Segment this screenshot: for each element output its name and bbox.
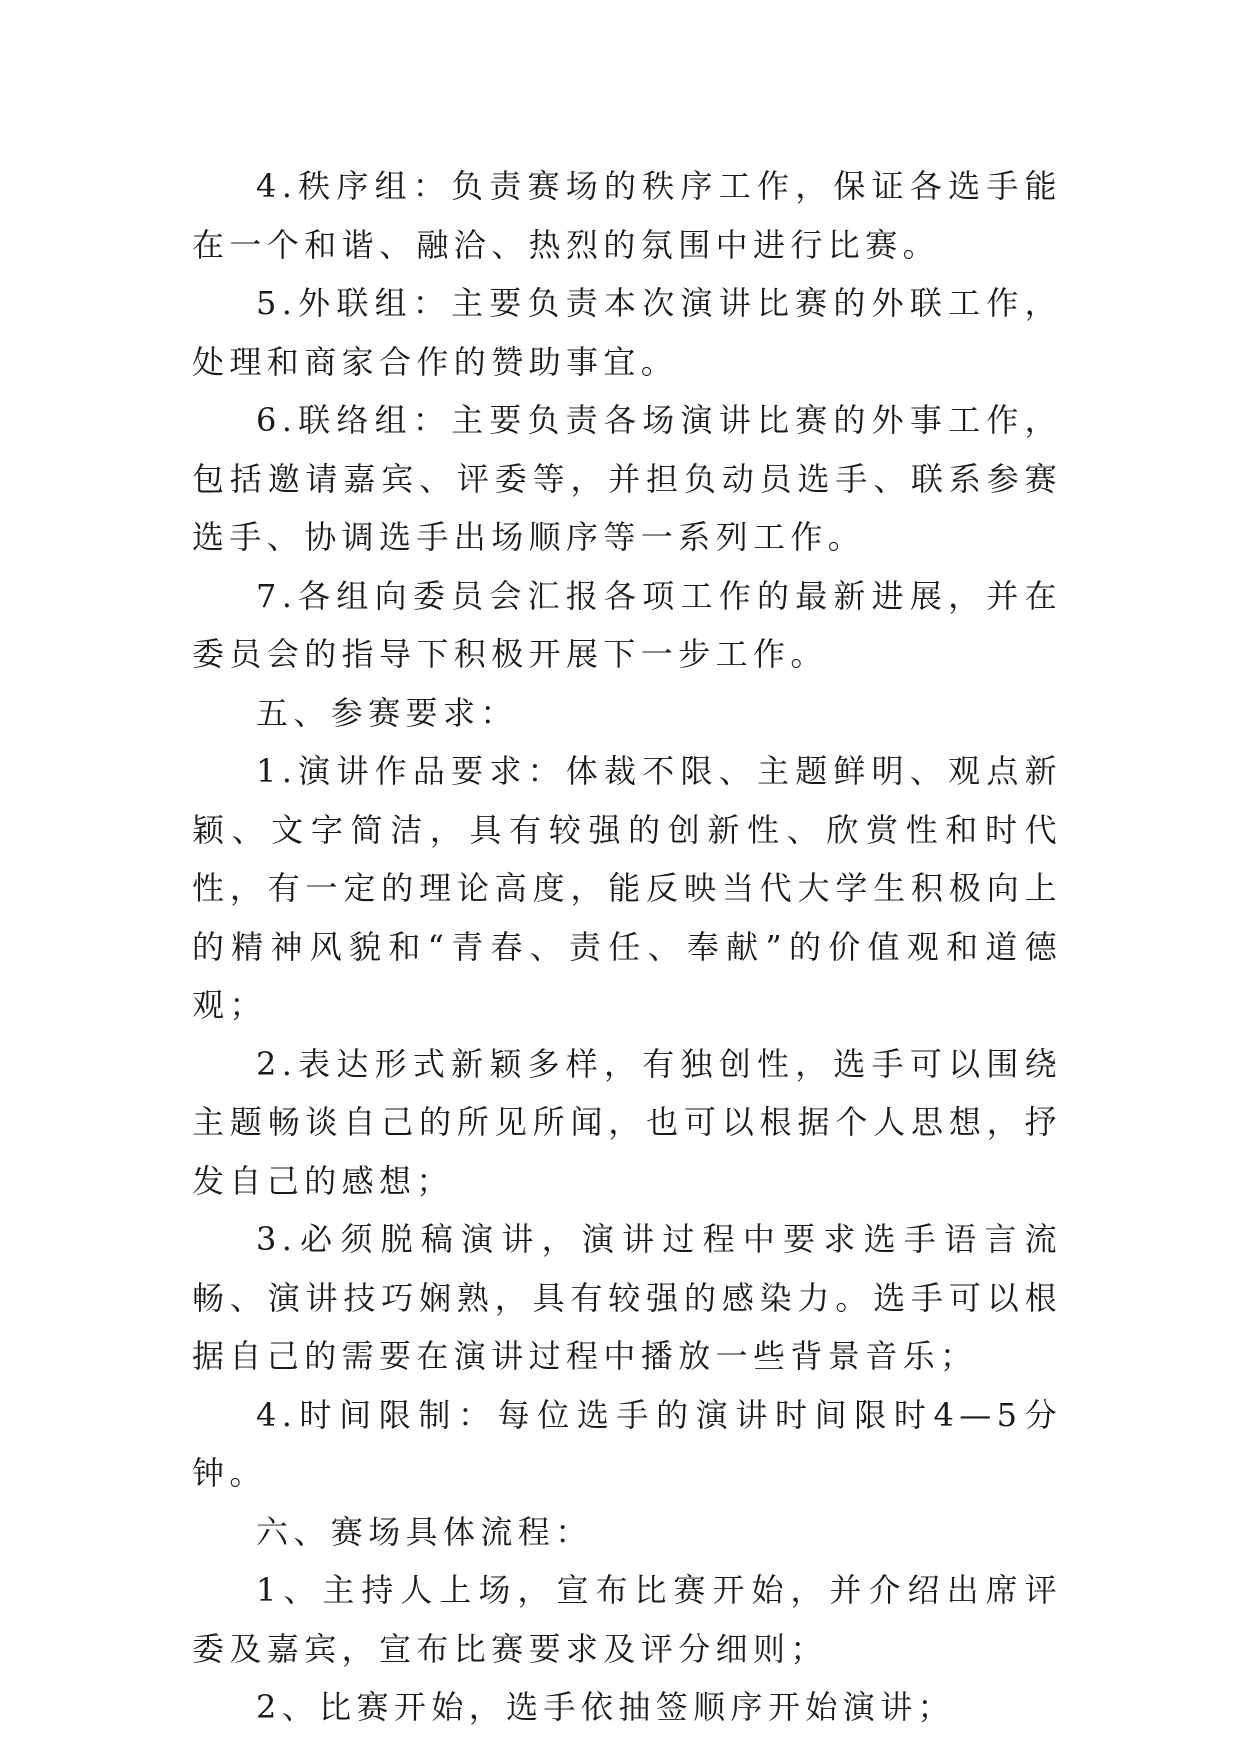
- paragraph-report-progress: 7.各组向委员会汇报各项工作的最新进展，并在委员会的指导下积极开展下一步工作。: [192, 576, 1062, 673]
- section-heading-requirements: 五、参赛要求：: [256, 693, 518, 732]
- document-body: [192, 157, 1062, 1737]
- section-heading-process: 六、赛场具体流程：: [256, 1512, 593, 1551]
- paragraph-process-1: 1、主持人上场，宣布比赛开始，并介绍出席评委及嘉宾，宣布比赛要求及评分细则；: [192, 1571, 1062, 1668]
- paragraph-requirement-4: 4.时间限制：每位选手的演讲时间限时4—5分钟。: [192, 1395, 1062, 1492]
- paragraph-requirement-3: 3.必须脱稿演讲，演讲过程中要求选手语言流畅、演讲技巧娴熟，具有较强的感染力。选手可以根据自己的需要在演讲过程中播放一些背景音乐；: [192, 1220, 1062, 1375]
- paragraph-external-group: 5.外联组：主要负责本次演讲比赛的外联工作，处理和商家合作的赞助事宜。: [192, 284, 1062, 381]
- paragraph-liaison-group: 6.联络组：主要负责各场演讲比赛的外事工作，包括邀请嘉宾、评委等，并担负动员选手、联系参赛选手、协调选手出场顺序等一系列工作。: [192, 401, 1062, 556]
- paragraph-requirement-1: 1.演讲作品要求：体裁不限、主题鲜明、观点新颖、文字简洁，具有较强的创新性、欣赏性和时代性，有一定的理论高度，能反映当代大学生积极向上的精神风貌和“青春、责任、奉献”的价值观和道德观；: [192, 752, 1062, 1024]
- paragraph-requirement-2: 2.表达形式新颖多样，有独创性，选手可以围绕主题畅谈自己的所见所闻，也可以根据个人思想，抒发自己的感想；: [192, 1044, 1062, 1200]
- paragraph-order-group: 4.秩序组：负责赛场的秩序工作，保证各选手能在一个和谐、融洽、热烈的氛围中进行比赛。: [192, 167, 1062, 264]
- paragraph-process-2: 2、比赛开始，选手依抽签顺序开始演讲；: [256, 1688, 955, 1726]
